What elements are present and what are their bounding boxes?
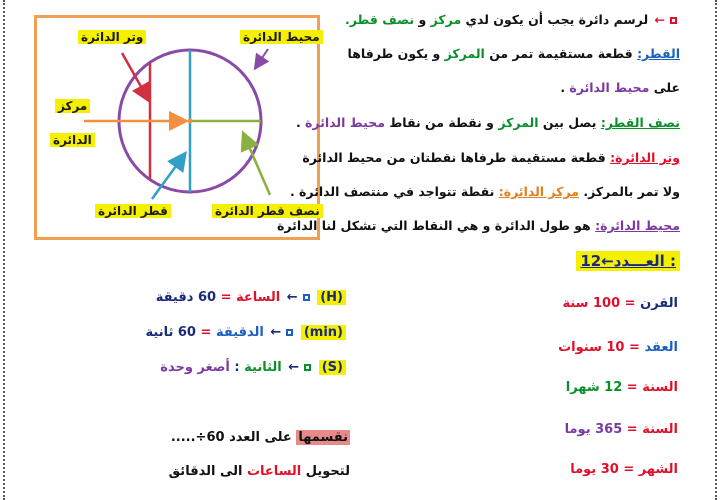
def-diameter-2: على محيط الدائرة . bbox=[560, 80, 680, 95]
arrow-left-icon: ← bbox=[288, 360, 300, 375]
square-bullet-icon bbox=[286, 329, 293, 336]
section-heading: 12←العـــدد : bbox=[576, 252, 680, 270]
label-circumference: محيط الدائرة bbox=[240, 30, 323, 44]
time-row-hour: (H) ← الساعة = 60 دقيقة bbox=[156, 290, 346, 305]
def-intro: ← لرسم دائرة يجب أن يكون لدي مركز و نصف قطر. bbox=[345, 12, 680, 27]
page-border-right bbox=[715, 0, 717, 500]
unit-row-decade: العقد = 10 سنوات bbox=[558, 340, 678, 355]
label-radius: نصف قطر الدائرة bbox=[212, 204, 323, 218]
arrow-left-icon: ← bbox=[286, 290, 298, 305]
unit-row-year-days: السنة = 365 يوما bbox=[564, 422, 678, 437]
page-border-left bbox=[3, 0, 5, 500]
divide-note: نقسمها على العدد 60÷..... bbox=[170, 430, 348, 445]
label-center-1: مركز bbox=[55, 99, 90, 113]
unit-row-month: الشهر = 30 يوما bbox=[570, 462, 678, 477]
time-row-second: (S) ← الثانية : أصغر وحدة bbox=[160, 360, 346, 375]
def-radius: نصف القطر: يصل بين المركز و نقطة من نقاط محيط الدائرة . bbox=[295, 115, 680, 130]
center-point bbox=[188, 119, 193, 124]
arrow-left-icon: ← bbox=[654, 12, 665, 27]
time-row-minute: (min) ← الدقيقة = 60 ثانية bbox=[146, 325, 346, 340]
unit-row-year-months: السنة = 12 شهرا bbox=[565, 380, 678, 395]
def-diameter-1: القطر: قطعة مستقيمة تمر من المركز و يكون طرفاها bbox=[347, 46, 680, 61]
unit-row-century: القرن = 100 سنة bbox=[562, 296, 678, 311]
def-chord-2: ولا تمر بالمركز. مركز الدائرة: نقطة تتواجد في منتصف الدائرة . bbox=[289, 184, 680, 199]
square-bullet-icon bbox=[304, 364, 311, 371]
label-diameter: قطر الدائرة bbox=[95, 204, 171, 218]
circumference-arrow bbox=[256, 49, 268, 67]
label-center-2: الدائرة bbox=[50, 133, 95, 147]
label-chord: وتر الدائرة bbox=[78, 30, 146, 44]
arrow-left-icon: ← bbox=[270, 325, 282, 340]
convert-note: لتحويل الساعات الى الدقائق bbox=[168, 464, 350, 479]
def-circumference: محيط الدائرة: هو طول الدائرة و هي النقاط التي تشكل لنا الدائرة bbox=[277, 218, 680, 233]
square-bullet-icon bbox=[303, 294, 310, 301]
square-bullet-icon bbox=[670, 17, 677, 24]
def-chord-1: وتر الدائرة: قطعة مستقيمة طرفاها نقطتان من محيط الدائرة bbox=[302, 150, 680, 165]
